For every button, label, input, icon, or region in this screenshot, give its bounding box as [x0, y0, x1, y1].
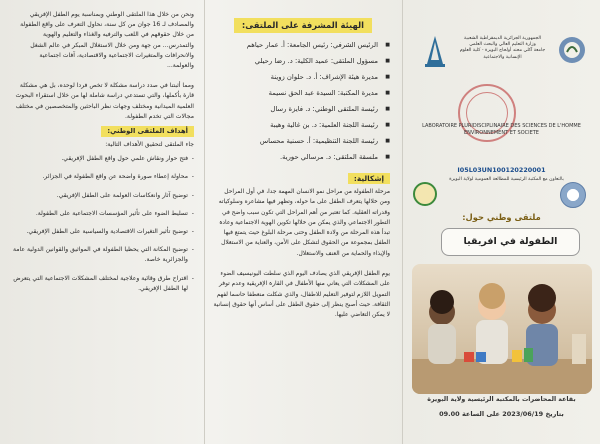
list-item: ■ رئيسة اللجنة التنظيمية: أ. حسنية محساس	[213, 137, 390, 146]
list-item: ■ مسؤول الملتقى: عميد الكلية: د. رضا رحيلي	[213, 57, 390, 66]
theme-box: الطفولة في افريقيا	[441, 228, 580, 256]
rationale-heading: إشكالية:	[348, 173, 390, 184]
objectives-lead: جاء الملتقى لتحقيق الأهداف التالية:	[105, 141, 194, 149]
list-item: - فتح حوار ونقاش علمي حول واقع الطفل الإفريقي.	[12, 154, 194, 164]
objectives-heading: أهداف الملتقى الوطني:	[101, 126, 194, 137]
venue-line: بقاعة المحاضرات بالمكتبة الرئيسية ولاية البويرة	[427, 396, 576, 403]
list-item: - توضيح تأثير التغيرات الاقتصادية والسياسية على الطفل الإفريقي.	[12, 227, 194, 237]
lab-name: LABORATOIRE PLURIDISCIPLINAIRE DES SCIENCES DE L'HOMME ENVIRONNEMENT ET SOCIETE	[422, 123, 581, 136]
list-item: ■ رئيسة الملتقى الوطني: د. فايزة رسال	[213, 105, 390, 114]
lab-code: I05L03UN100120220001	[457, 166, 546, 174]
cover-panel	[403, 0, 600, 444]
list-item: - توضيح المكانة التي يحظيا الطفولة في المواثيق والقوانين الدولية عامة والجزائرية خاصة.	[12, 245, 194, 265]
ministry-name: وزارة التعليم العالي والبحث العلمي	[469, 42, 536, 48]
date-line: بتاريخ 2023/06/19 على الساعة 09.00	[439, 410, 564, 418]
university-logo-icon	[421, 34, 449, 68]
committee-heading: الهيئة المشرفة على الملتقى:	[234, 18, 372, 33]
list-item: - تسليط الضوء على تأثير المؤسسات الاجتماعية على الطفولة.	[12, 209, 194, 219]
partner-seal-icon	[560, 182, 586, 208]
intro-paragraph: ونحن من خلال هذا الملتقى الوطني وبمناسبة يوم الطفل الإفريقي والمصادف لـ 16 جوان من كل سنة، نحاول التعرف على واقع الطفولة من خلال حقوقهم في اللعب والترفيه والغذاء والتعليم والهوية والتمدرس... من جهة ومن خلال الاستغلال المبكر في عالم الشغل والانحرافات والمتغيرات الاجتماعية والاقتصادية، آفات اجتماعية والعولمة...	[20, 11, 194, 70]
list-item: - محاولة إعطاء صورة واضحة عن واقع الطفولة في الجزائر.	[12, 172, 194, 182]
faculty-name: جامعة آكلي محند أولحاج البويرة - كلية العلوم الإنسانية والاجتماعية	[459, 48, 546, 60]
objectives-list	[12, 154, 194, 294]
list-item: ■ رئيسة اللجنة العلمية: د. بن غالية وهيبة	[213, 121, 390, 130]
children-photo	[412, 264, 592, 394]
country-name: الجمهورية الجزائرية الديمقراطية الشعبية	[463, 36, 542, 41]
faculty-logo-icon	[558, 36, 586, 64]
committee-list	[213, 41, 390, 162]
list-item: - توضيح آثار وانعكاسات العولمة على الطفل الإفريقي.	[12, 191, 194, 201]
forum-title: ملتقى وطني حول:	[462, 212, 541, 222]
rationale-paragraph-2: يوم الطفل الإفريقي الذي يصادف اليوم الذي سلطت اليونيسيف الضوء على المشكلات التي يعاني منها الأطفال في القارة الإفريقية وعدم توفر التمويل اللازم لتوفير التعليم للاطفال، والذي شكلت منعطفا حاسما لفهم الثقافة. حيث أصبح ينظر إلى حقوق الطفل على أساس أنها حقوق إنسانية لا يمكن التغاضي عليها.	[213, 271, 390, 319]
partner-line: بالتعاون مع المكتبة الرئيسية للمطالعة العمومية لولاية البويرة	[449, 177, 564, 182]
list-item: ■ مديرة المكتبة: السيدة عبد الحق نسيمة	[213, 89, 390, 98]
institution-header	[453, 36, 552, 61]
rationale-paragraph-1: مرحلة الطفولة من مراحل نمو الانسان المهمة جدا، في أول المراحل ومن خلالها يتعرف الطفل على ما حوله، وتظهر فيها مشاعره وسلوكياته وقدراته العقلية. كما تعتبر من أهم المراحل التي تكون سبب واضح في التطور الاجتماعي والذي يمكن من خلالها تكوين الهوية الاجتماعية وعادة تبدأ هذه المرحلة من ولادة الطفل وحتى مرحلة البلوغ حيث يتمتع فيها الطفل بمجموعة من الحقوق لتشكل على الأمن، والعناية من الاستغلال والإيذاء والحماية من العنف والاستغلال.	[218, 189, 390, 257]
list-item: ■ مديرة هيئة الإشراف: أ. د. حلوان زوينة	[213, 73, 390, 82]
left-panel	[0, 0, 204, 444]
list-item: ■ الرئيس الشرفي: رئيس الجامعة: أ. عمار حياهم	[213, 41, 390, 50]
middle-panel	[205, 0, 402, 444]
library-seal-icon	[413, 182, 437, 206]
list-item: - اقتراح طرق وقائية وعلاجية لمختلف المشكلات الاجتماعية التي يتعرض لها الطفل الإفريقي.	[12, 274, 194, 294]
second-paragraph: ومما أثبتنا في صدد دراسة مشكلة لا تخص فردا لوحده، بل هي مشكلة قارة بأكملها، والتي تستدعي دراسة شاملة لها من خلال استقراء البحوث العلمية الميدانية ومختلف وجهات نظر الباحثين والمتخصصين في مختلف مجالات التي تخدم الطفولة.	[15, 82, 194, 120]
list-item: ■ ملسقة الملتقى: د. مرسالي حورية.	[213, 153, 390, 162]
